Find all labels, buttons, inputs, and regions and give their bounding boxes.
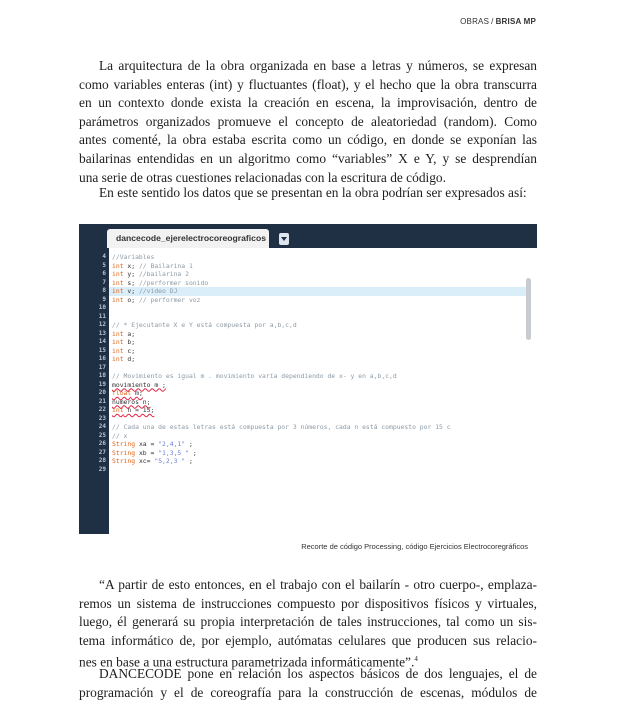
editor-tab-bar: [79, 224, 537, 248]
line-number: 14: [98, 338, 106, 345]
header-author: BRISA MP: [495, 17, 536, 26]
code-line: float m;: [112, 389, 143, 397]
paragraph-line: parámetros organizados promueve el concepto de aleatoriedad (random). Como: [79, 113, 537, 129]
line-number: 18: [98, 372, 106, 379]
footnote-ref[interactable]: 4: [414, 655, 418, 664]
code-area[interactable]: [109, 248, 537, 534]
line-number: 20: [98, 389, 106, 396]
code-line: movimiento m ;: [112, 380, 166, 389]
line-number: 19: [98, 380, 106, 388]
paragraph-quote: [79, 576, 537, 672]
code-line: numeros n;: [112, 397, 151, 406]
line-number: 23: [98, 414, 106, 422]
code-line: int c;: [112, 346, 136, 355]
header-separator: /: [491, 17, 494, 26]
line-number: 4: [102, 253, 106, 260]
paragraph-line: La arquitectura de la obra organizada en base a letras y números, se expresan: [99, 58, 537, 73]
code-line: String xc= "5,2,3 " ;: [112, 457, 193, 465]
line-number: 9: [102, 295, 106, 303]
line-number: 11: [98, 312, 106, 320]
quote-last-line: nes en base a una estructura parametrizada informáticamente”.: [79, 654, 415, 670]
paragraph-line: programación y el de coreografía para la construcción de escenas, módulos de: [79, 684, 537, 700]
line-number: 26: [98, 440, 106, 447]
paragraph-line: como variables enteras (int) y fluctuantes (float), y el hecho que la obra transcurra: [79, 76, 537, 92]
code-line: // * Ejecutante X e Y está compuesta por a,b,c,d: [112, 321, 297, 329]
code-line: String xa = "2,4,1" ;: [112, 440, 193, 448]
code-line: // Movimiento es igual m . movimiento varía dependiendo de x- y en a,b,c,d: [112, 372, 397, 380]
paragraph-line: antes comenté, la obra estaba escrita como un código, en donde se exponían las: [79, 132, 537, 148]
editor-tab[interactable]: dancecode_ejerelectrocoreograficos: [107, 229, 269, 248]
code-line: int o; // performer voz: [112, 295, 201, 304]
code-line: int b;: [112, 338, 136, 346]
line-number: 24: [98, 423, 106, 430]
line-number: 12: [98, 321, 106, 328]
line-number: 27: [98, 448, 106, 456]
running-header: [460, 17, 536, 26]
line-number: 22: [98, 406, 106, 413]
vertical-scrollbar[interactable]: [526, 278, 531, 340]
line-number: 29: [98, 465, 106, 473]
paragraph-line: bailarinas entendidas en un algoritmo como “variables” X e Y, y se desprendían: [79, 150, 537, 166]
paragraph-line: En este sentido los datos que se presentan en la obra podrían ser expresados así:: [99, 185, 527, 200]
line-number: 6: [102, 270, 106, 277]
paragraph-line: remos un sistema de instrucciones compuesto por dispositivos físicos y virtuales,: [79, 595, 537, 611]
tab-dropdown-arrow-icon[interactable]: [279, 233, 289, 245]
line-number: 17: [98, 363, 106, 371]
line-number: 13: [98, 329, 106, 337]
paragraph-dancecode: [79, 665, 537, 702]
code-line: int v; //video DJ: [109, 287, 526, 296]
paragraph-line: una serie de otras cuestiones relacionadas con la escritura de código.: [79, 169, 446, 185]
line-number: 15: [98, 346, 106, 354]
line-number: 8: [102, 287, 106, 294]
line-number: 10: [98, 304, 106, 311]
header-section: OBRAS: [460, 17, 490, 26]
code-line: int s; //performer sonido: [112, 278, 209, 287]
code-editor-screenshot: [79, 224, 537, 534]
line-number: 7: [102, 278, 106, 286]
code-line: int a;: [112, 329, 136, 338]
paragraph-line: DANCECODE pone en relación los aspectos básicos de dos lenguajes, el de: [99, 666, 537, 681]
paragraph-line: luego, él generará su propia interpretación de tales instrucciones, tal como un sis-: [79, 614, 537, 630]
line-number: 28: [98, 457, 106, 464]
line-number: 21: [98, 397, 106, 405]
line-number: 5: [102, 261, 106, 269]
paragraph-line: “A partir de esto entonces, en el trabajo con el bailarín - otro cuerpo-, emplaza-: [99, 577, 537, 592]
paragraph-line: en un contexto donde exista la creación en escena, la improvisación, dentro de: [79, 95, 537, 111]
code-line: // Cada una de estas letras está compuesta por 3 números, cada n está compuesto por 15 c: [112, 423, 451, 431]
line-number: 16: [98, 355, 106, 362]
code-line: int d;: [112, 355, 136, 363]
code-line: int x; // Bailarina 1: [112, 261, 193, 270]
code-line: //Variables: [112, 253, 155, 261]
code-line: // x: [112, 431, 128, 440]
code-line: int y; //bailarina 2: [112, 270, 189, 278]
paragraph-architecture: [79, 57, 537, 187]
line-number: 25: [98, 431, 106, 439]
line-number-gutter: [79, 248, 109, 534]
paragraph-intro-code: [79, 184, 537, 203]
paragraph-line: tema informático de, por ejemplo, autómatas celulares que producen sus relacio-: [79, 632, 537, 648]
code-line: String xb = "1,3,5 " ;: [112, 448, 197, 457]
code-line: int n = 15;: [112, 406, 155, 414]
figure-caption: Recorte de código Processing, código Ejercicios Electrocoregráficos: [301, 542, 528, 551]
